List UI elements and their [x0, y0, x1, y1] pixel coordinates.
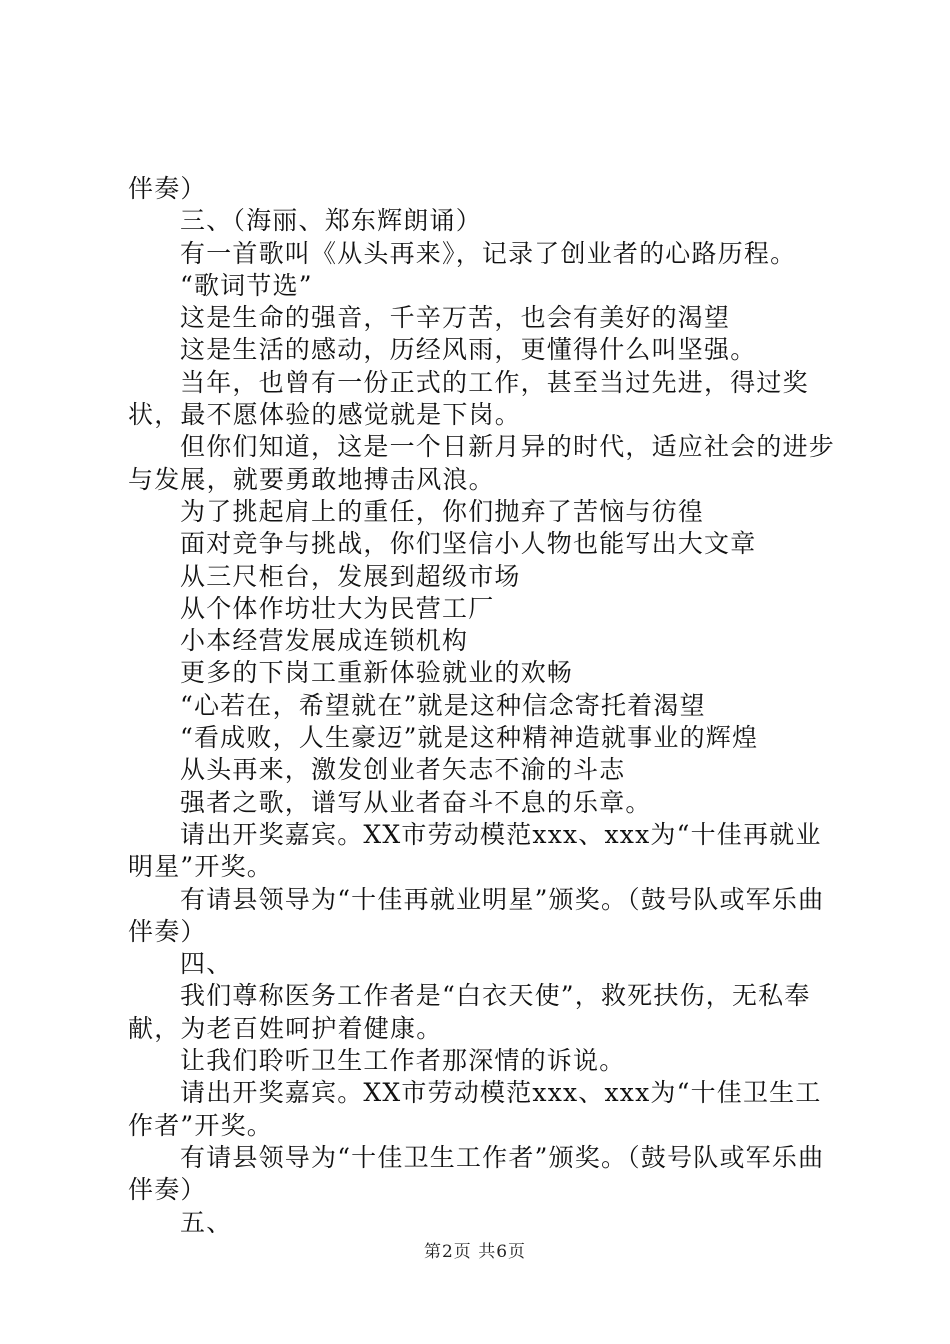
paragraph: 有请县领导为“十佳再就业明星”颁奖。（鼓号队或军乐曲伴奏） [128, 884, 825, 946]
page-number-label: 第2页 共6页 [423, 1242, 527, 1262]
document-body [128, 173, 838, 1239]
paragraph: 从三尺柜台，发展到超级市场 [180, 561, 521, 591]
paragraph: “心若在，希望就在”就是这种信念寄托着渴望 [180, 690, 706, 720]
paragraph: 为了挑起肩上的重任，你们抛弃了苦恼与彷徨 [180, 496, 705, 526]
paragraph: 这是生活的感动，历经风雨，更懂得什么叫坚强。 [180, 335, 757, 365]
paragraph: 这是生命的强音，千辛万苦，也会有美好的渴望 [180, 303, 731, 333]
paragraph: 有请县领导为“十佳卫生工作者”颁奖。（鼓号队或军乐曲伴奏） [128, 1142, 825, 1205]
paragraph: 让我们聆听卫生工作者那深情的诉说。 [180, 1046, 626, 1076]
paragraph: 从头再来，激发创业者矢志不渝的斗志 [180, 755, 626, 785]
paragraph: 小本经营发展成连锁机构 [180, 626, 469, 656]
paragraph: 但你们知道，这是一个日新月异的时代，适应社会的进步与发展，就要勇敢地搏击风浪。 [128, 432, 836, 494]
paragraph: 有一首歌叫《从头再来》，记录了创业者的心路历程。 [180, 238, 797, 268]
paragraph: 更多的下岗工重新体验就业的欢畅 [180, 658, 574, 688]
paragraph: “歌词节选” [180, 270, 313, 300]
page-footer [0, 1241, 950, 1263]
paragraph: 请出开奖嘉宾。XX市劳动模范xxx、xxx为“十佳卫生工作者”开奖。 [128, 1078, 822, 1140]
paragraph: 从个体作坊壮大为民营工厂 [180, 593, 495, 623]
paragraph: 面对竞争与挑战，你们坚信小人物也能写出大文章 [180, 529, 757, 559]
paragraph: 强者之歌，谱写从业者奋斗不息的乐章。 [180, 787, 652, 817]
paragraph: “看成败，人生豪迈”就是这种精神造就事业的辉煌 [180, 723, 759, 753]
paragraph: 伴奏） [128, 174, 207, 203]
paragraph: 当年，也曾有一份正式的工作，甚至当过先进，得过奖状，最不愿体验的感觉就是下岗。 [128, 367, 809, 430]
paragraph: 五、 [180, 1207, 233, 1237]
paragraph: 三、（海丽、郑东辉朗诵） [180, 206, 482, 236]
paragraph: 四、 [180, 949, 233, 979]
paragraph: 我们尊称医务工作者是“白衣天使”，救死扶伤，无私奉献，为老百姓呵护着健康。 [128, 981, 811, 1043]
paragraph: 请出开奖嘉宾。XX市劳动模范xxx、xxx为“十佳再就业明星”开奖。 [128, 819, 822, 882]
